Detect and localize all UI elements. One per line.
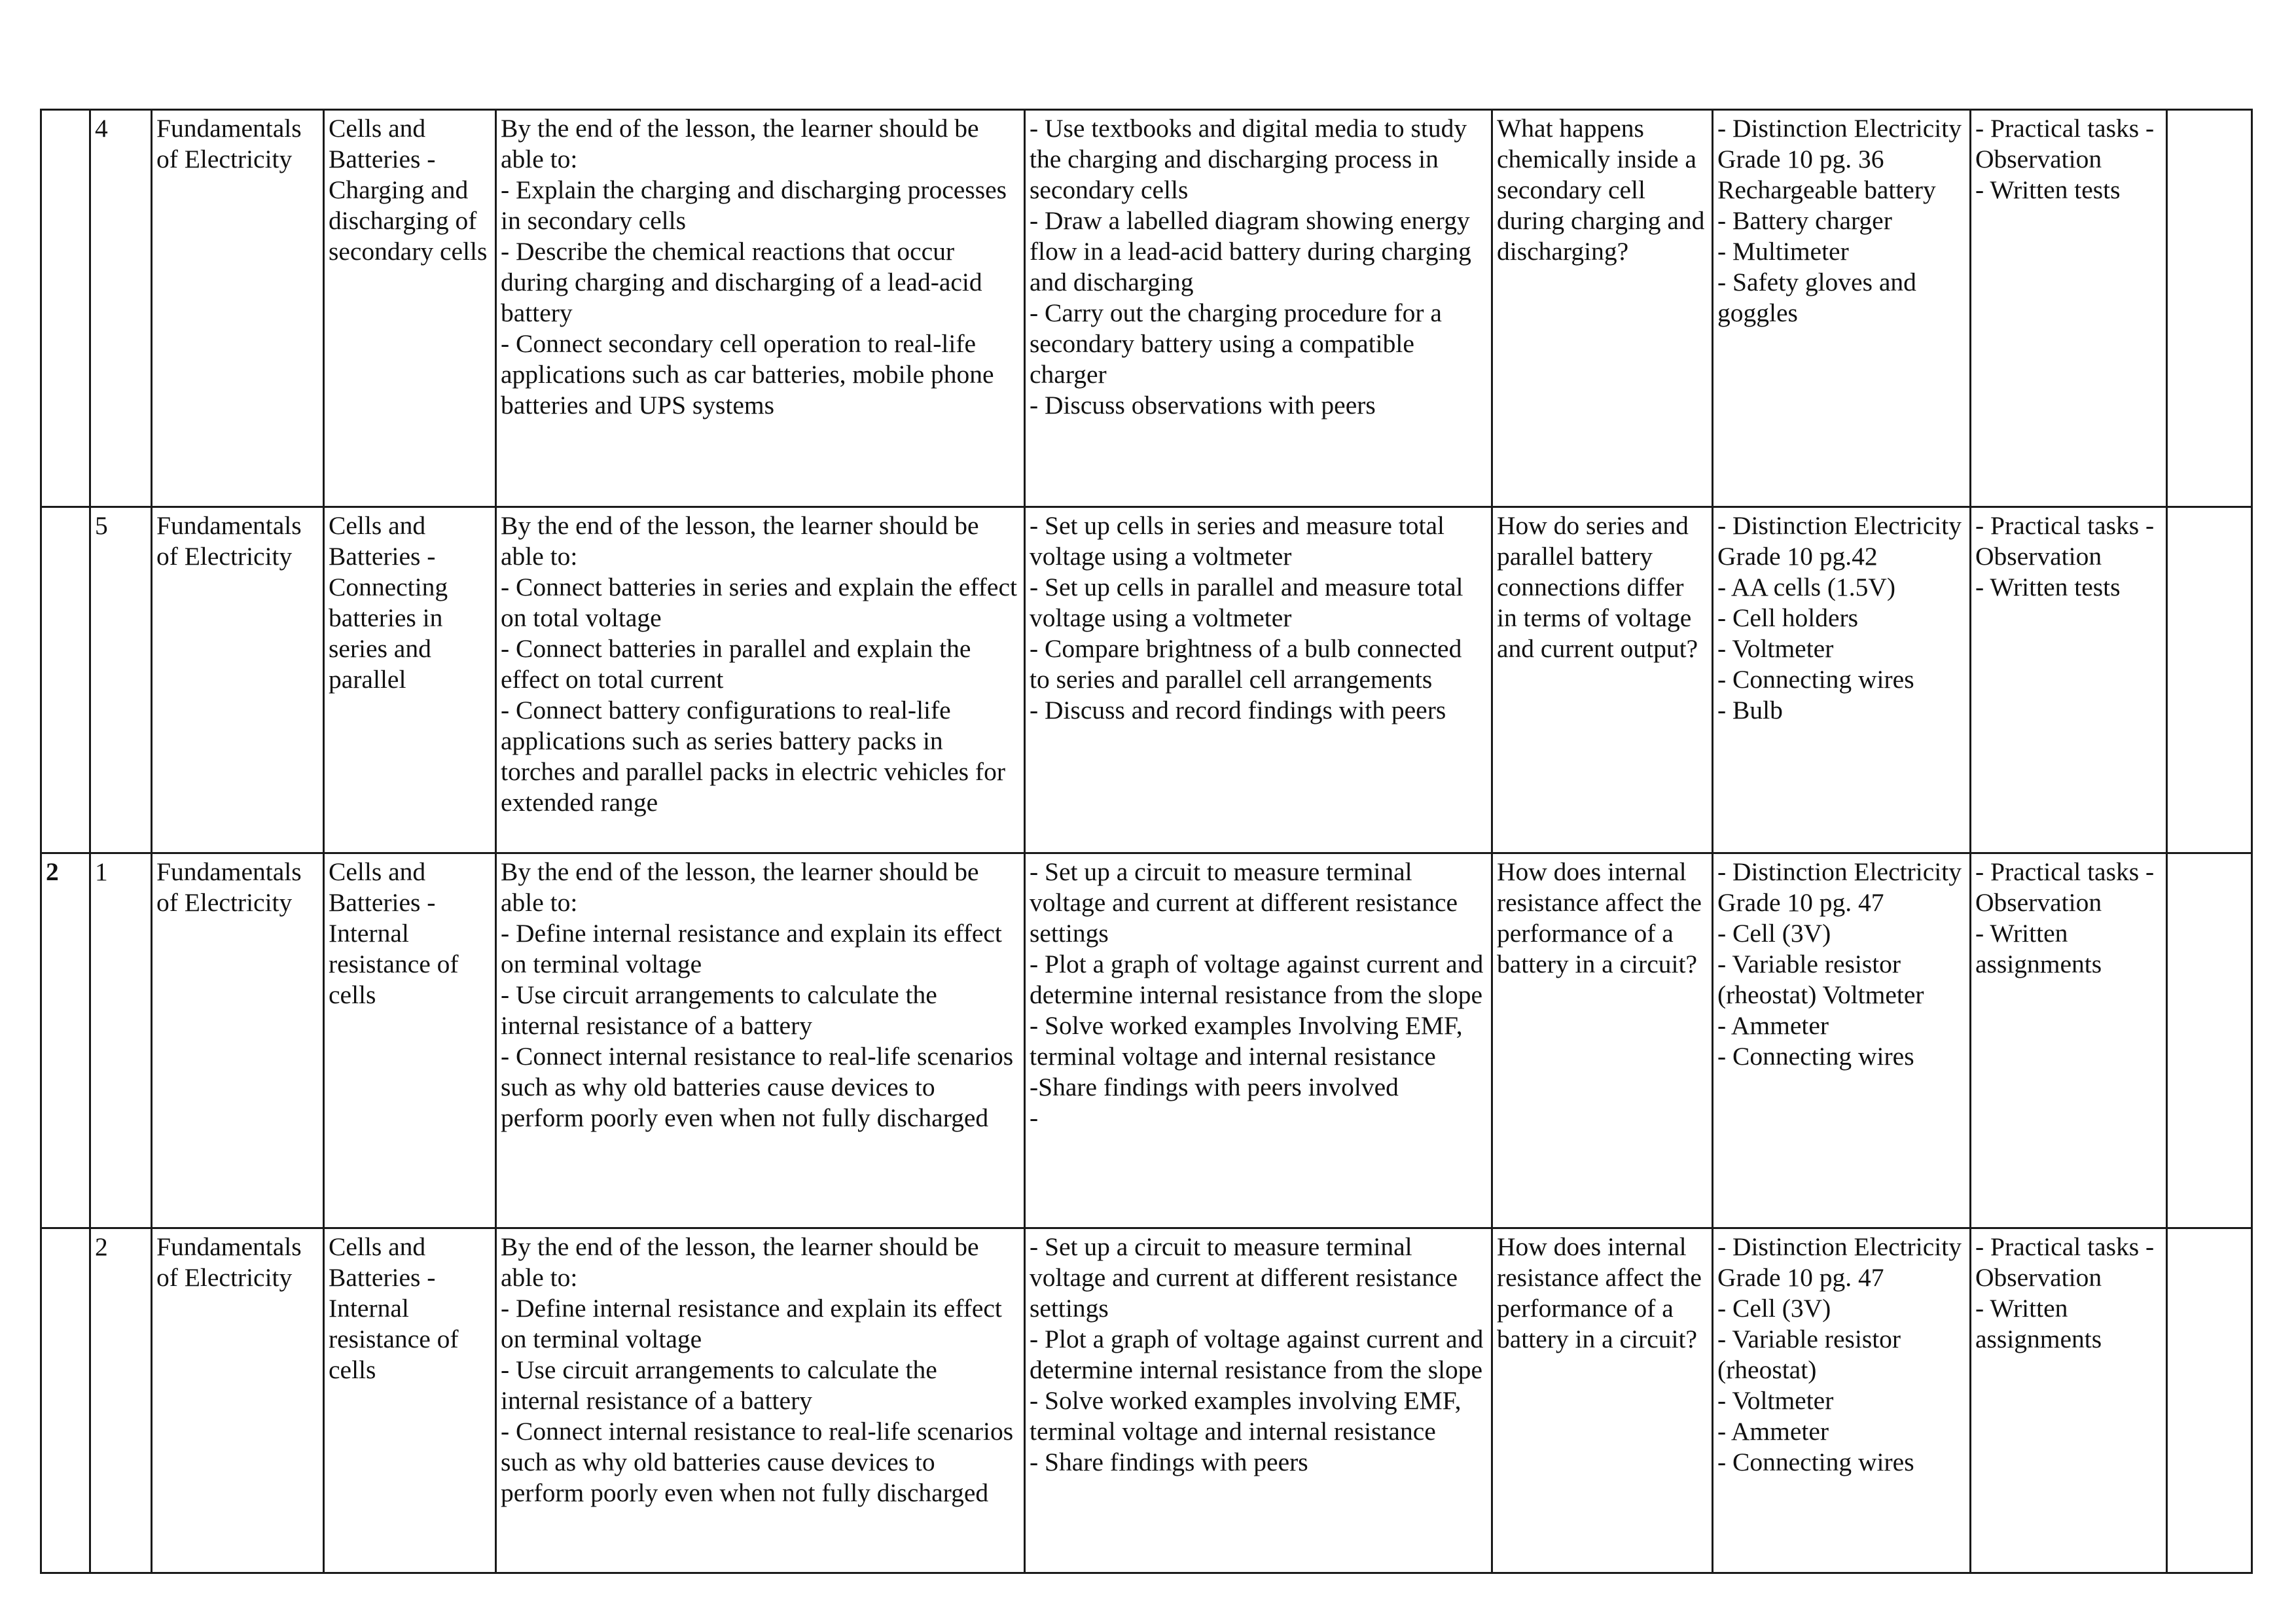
table-row (41, 853, 2252, 1228)
assessment-cell (1971, 507, 2167, 853)
sub-strand-cell: Cells and Batteries - Internal resistance of cells (324, 853, 496, 1228)
sub-strand-cell: Cells and Batteries - Connecting batteries in series and parallel (324, 507, 496, 853)
learning-resources-cell (1713, 1228, 1971, 1573)
key-inquiry-question-cell: How does internal resistance affect the performance of a battery in a circuit? (1492, 1228, 1713, 1573)
assessment-line: - Written tests (1975, 573, 2121, 601)
resource-line: - Connecting wires (1717, 1448, 1914, 1476)
experience-line: - Use textbooks and digital media to study the charging and discharging process in secondary cells (1030, 114, 1467, 204)
assessment-line: - Practical tasks - Observation (1975, 511, 2155, 571)
learning-resources-cell (1713, 110, 1971, 507)
outcome-line: - Connect batteries in parallel and explain the effect on total current (501, 634, 971, 694)
resource-line: - Cell (3V) (1717, 919, 1831, 948)
outcome-line: - Use circuit arrangements to calculate the internal resistance of a battery (501, 980, 937, 1040)
remarks-cell (2167, 853, 2252, 1228)
experience-line: - Draw a labelled diagram showing energy flow in a lead-acid battery during charging and discharging (1030, 206, 1471, 296)
experience-line: - Set up a circuit to measure terminal voltage and current at different resistance settings (1030, 1232, 1458, 1323)
resource-line: - Distinction Electricity Grade 10 pg. 47 (1717, 857, 1962, 917)
resource-line: - Ammeter (1717, 1011, 1829, 1040)
assessment-line: - Written assignments (1975, 1294, 2102, 1353)
remarks-cell (2167, 1228, 2252, 1573)
outcome-line: By the end of the lesson, the learner should be able to: (501, 857, 979, 917)
outcome-line: - Connect secondary cell operation to real-life applications such as car batteries, mobile phone batteries and UPS systems (501, 329, 994, 419)
resource-line: - Connecting wires (1717, 665, 1914, 694)
resource-line: - Ammeter (1717, 1417, 1829, 1446)
sub-strand-cell: Cells and Batteries - Charging and discharging of secondary cells (324, 110, 496, 507)
resource-line: - Distinction Electricity Grade 10 pg. 36 (1717, 114, 1962, 173)
table-row (41, 507, 2252, 853)
strand-cell: Fundamentals of Electricity (152, 110, 324, 507)
table-row (41, 110, 2252, 507)
assessment-line: - Written assignments (1975, 919, 2102, 978)
assessment-line: - Practical tasks - Observation (1975, 114, 2155, 173)
outcome-line: - Connect internal resistance to real-life scenarios such as why old batteries cause devices to perform poorly even when not fully discharged (501, 1417, 1014, 1507)
strand-cell: Fundamentals of Electricity (152, 853, 324, 1228)
resource-line: - Connecting wires (1717, 1042, 1914, 1071)
resource-line: - Distinction Electricity Grade 10 pg.42 (1717, 511, 1962, 571)
outcome-line: - Describe the chemical reactions that occur during charging and discharging of a lead-acid battery (501, 237, 982, 327)
outcome-line: - Connect battery configurations to real-life applications such as series battery packs in torches and parallel packs in electric vehicles for extended range (501, 696, 1005, 817)
learning-experiences-cell (1025, 853, 1492, 1228)
scheme-of-work-table (40, 109, 2253, 1574)
remarks-cell (2167, 110, 2252, 507)
learning-experiences-cell (1025, 507, 1492, 853)
experience-line: - Share findings with peers (1030, 1448, 1308, 1476)
week-cell (41, 507, 90, 853)
strand-cell: Fundamentals of Electricity (152, 507, 324, 853)
lesson-cell: 2 (90, 1228, 152, 1573)
remarks-cell (2167, 507, 2252, 853)
resource-line: - Voltmeter (1717, 634, 1834, 663)
assessment-line: - Practical tasks - Observation (1975, 857, 2155, 917)
resource-line: - Battery charger (1717, 206, 1892, 235)
resource-line: - AA cells (1.5V) (1717, 573, 1896, 601)
outcome-line: By the end of the lesson, the learner should be able to: (501, 1232, 979, 1292)
learning-experiences-cell (1025, 110, 1492, 507)
assessment-cell (1971, 1228, 2167, 1573)
resource-line: - Bulb (1717, 696, 1783, 724)
experience-line: - Plot a graph of voltage against current and determine internal resistance from the slope (1030, 950, 1484, 1009)
resource-line: - Distinction Electricity Grade 10 pg. 47 (1717, 1232, 1962, 1292)
outcome-line: - Define internal resistance and explain its effect on terminal voltage (501, 1294, 1002, 1353)
strand-cell: Fundamentals of Electricity (152, 1228, 324, 1573)
outcome-line: - Connect batteries in series and explain the effect on total voltage (501, 573, 1017, 632)
learning-resources-cell (1713, 507, 1971, 853)
learning-outcomes-cell (496, 507, 1025, 853)
learning-experiences-cell (1025, 1228, 1492, 1573)
learning-outcomes-cell (496, 853, 1025, 1228)
experience-line: -Share findings with peers involved (1030, 1073, 1399, 1101)
week-cell (41, 1228, 90, 1573)
experience-line: - Solve worked examples Involving EMF, terminal voltage and internal resistance (1030, 1011, 1463, 1071)
outcome-line: By the end of the lesson, the learner should be able to: (501, 511, 979, 571)
learning-outcomes-cell (496, 110, 1025, 507)
resource-line: - Cell holders (1717, 603, 1859, 632)
experience-line: - Set up cells in series and measure total voltage using a voltmeter (1030, 511, 1445, 571)
experience-line: - Plot a graph of voltage against current and determine internal resistance from the slope (1030, 1325, 1484, 1384)
outcome-line: By the end of the lesson, the learner should be able to: (501, 114, 979, 173)
experience-line: - Discuss and record findings with peers (1030, 696, 1446, 724)
lesson-cell: 1 (90, 853, 152, 1228)
experience-line: - (1030, 1103, 1039, 1132)
assessment-cell (1971, 110, 2167, 507)
experience-line: - Solve worked examples involving EMF, terminal voltage and internal resistance (1030, 1386, 1462, 1446)
lesson-cell: 5 (90, 507, 152, 853)
experience-line: - Compare brightness of a bulb connected to series and parallel cell arrangements (1030, 634, 1462, 694)
outcome-line: - Use circuit arrangements to calculate the internal resistance of a battery (501, 1355, 937, 1415)
key-inquiry-question-cell: What happens chemically inside a secondary cell during charging and discharging? (1492, 110, 1713, 507)
sub-strand-cell: Cells and Batteries - Internal resistance of cells (324, 1228, 496, 1573)
table-row (41, 1228, 2252, 1573)
lesson-cell: 4 (90, 110, 152, 507)
outcome-line: - Explain the charging and discharging processes in secondary cells (501, 175, 1007, 235)
assessment-line: - Practical tasks - Observation (1975, 1232, 2155, 1292)
learning-outcomes-cell (496, 1228, 1025, 1573)
outcome-line: - Connect internal resistance to real-life scenarios such as why old batteries cause devices to perform poorly even when not fully discharged (501, 1042, 1014, 1132)
resource-line: - Variable resistor (rheostat) Voltmeter (1717, 950, 1924, 1009)
experience-line: - Set up cells in parallel and measure total voltage using a voltmeter (1030, 573, 1463, 632)
resource-line: - Variable resistor (rheostat) (1717, 1325, 1901, 1384)
key-inquiry-question-cell: How do series and parallel battery connections differ in terms of voltage and current output? (1492, 507, 1713, 853)
week-cell: 2 (41, 853, 90, 1228)
week-cell (41, 110, 90, 507)
assessment-line: - Written tests (1975, 175, 2121, 204)
resource-line: - Multimeter (1717, 237, 1849, 266)
experience-line: - Discuss observations with peers (1030, 391, 1376, 419)
resource-line: - Voltmeter (1717, 1386, 1834, 1415)
assessment-cell (1971, 853, 2167, 1228)
experience-line: - Carry out the charging procedure for a secondary battery using a compatible charger (1030, 298, 1442, 389)
resource-line: - Safety gloves and goggles (1717, 268, 1916, 327)
outcome-line: - Define internal resistance and explain its effect on terminal voltage (501, 919, 1002, 978)
resource-line: Rechargeable battery (1717, 175, 1936, 204)
learning-resources-cell (1713, 853, 1971, 1228)
key-inquiry-question-cell: How does internal resistance affect the performance of a battery in a circuit? (1492, 853, 1713, 1228)
experience-line: - Set up a circuit to measure terminal voltage and current at different resistance settings (1030, 857, 1458, 948)
resource-line: - Cell (3V) (1717, 1294, 1831, 1323)
